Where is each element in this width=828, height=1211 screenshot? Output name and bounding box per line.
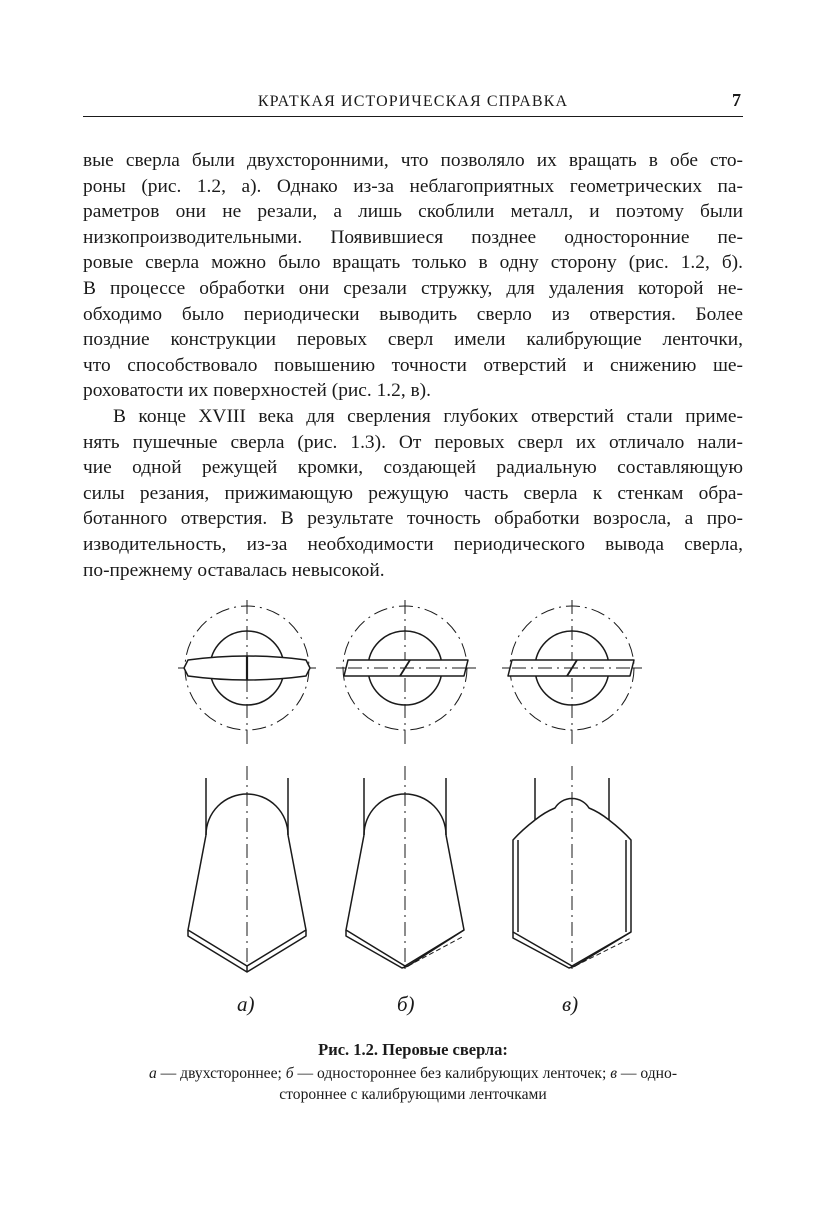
figure-1-2 [150, 598, 670, 1033]
paragraph-1-line-10: роховатости их поверхностей (рис. 1.2, в). [83, 380, 431, 402]
paragraph-1-line-7: обходимо было периодически выводить сверло из отверстия. Более [83, 303, 743, 325]
page-header [83, 90, 743, 117]
paragraph-1-line-6: В процессе обработки они срезали стружку, для удаления которой не- [83, 277, 743, 299]
caption-item-b-text: — одностороннее без калибрующих ленточек; [293, 1065, 611, 1082]
paragraph-1-line-4: низкопроизводительными. Появившиеся позднее односторонние пе- [83, 226, 743, 248]
page-number: 7 [732, 90, 741, 110]
running-title: КРАТКАЯ ИСТОРИЧЕСКАЯ СПРАВКА [257, 93, 569, 110]
paragraph-1-line-1: вые сверла были двухсторонними, что позволяло их вращать в обе сто- [83, 150, 743, 171]
drill-c-top-view [502, 600, 642, 748]
paragraph-2-line-7: по-прежнему оставалась невысокой. [83, 559, 385, 581]
drill-drawings [150, 598, 670, 1028]
paragraph-2-line-5: ботанного отверстия. В результате точность обработки возросла, а про- [83, 508, 743, 530]
drill-a-side-view [188, 766, 306, 972]
label-b: б) [397, 992, 415, 1016]
paragraph-2-line-2: нять пушечные сверла (рис. 1.3). От перовых сверл их отличало нали- [83, 431, 743, 453]
drill-b-side-view [346, 766, 464, 970]
caption-line-2: стороннее с калибрующими ленточками [279, 1086, 547, 1103]
paragraph-1-line-2: роны (рис. 1.2, а). Однако из-за неблагоприятных геометрических па- [83, 175, 743, 197]
caption-item-c: в [610, 1065, 617, 1082]
paragraph-1-line-3: раметров они не резали, а лишь скоблили металл, и поэтому были [83, 201, 743, 223]
caption-item-b: б [285, 1065, 294, 1082]
figure-caption-title: Рис. 1.2. Перовые сверла: [318, 1040, 508, 1059]
paragraph-2-line-3: чие одной режущей кромки, создающей радиальную составляющую [83, 457, 743, 479]
drill-c-side-view [513, 766, 631, 970]
paragraph-1-line-9: что способствовало повышению точности отверстий и снижению ше- [83, 354, 743, 376]
paragraph-2-line-4: силы резания, прижимающую режущую часть сверла к стенкам обра- [83, 482, 743, 504]
caption-item-a-text: — двухстороннее; [156, 1065, 286, 1082]
paragraph-2-line-6: изводительность, из-за необходимости периодического вывода сверла, [83, 533, 743, 555]
drill-b-top-view [336, 600, 476, 748]
label-c: в) [562, 992, 579, 1016]
paragraph-2-line-1: В конце XVIII века для сверления глубоких отверстий стали приме- [113, 405, 743, 427]
figure-caption-body [83, 1063, 743, 1105]
body-text [83, 148, 743, 583]
drill-a-top-view [178, 600, 316, 748]
label-a: а) [237, 992, 255, 1016]
caption-item-a: а [148, 1065, 157, 1082]
paragraph-1-line-8: поздние конструкции перовых сверл имели калибрующие ленточки, [83, 329, 743, 351]
caption-item-c-text: — одно- [617, 1065, 678, 1082]
paragraph-1-line-5: ровые сверла можно было вращать только в одну сторону (рис. 1.2, б). [83, 252, 743, 274]
